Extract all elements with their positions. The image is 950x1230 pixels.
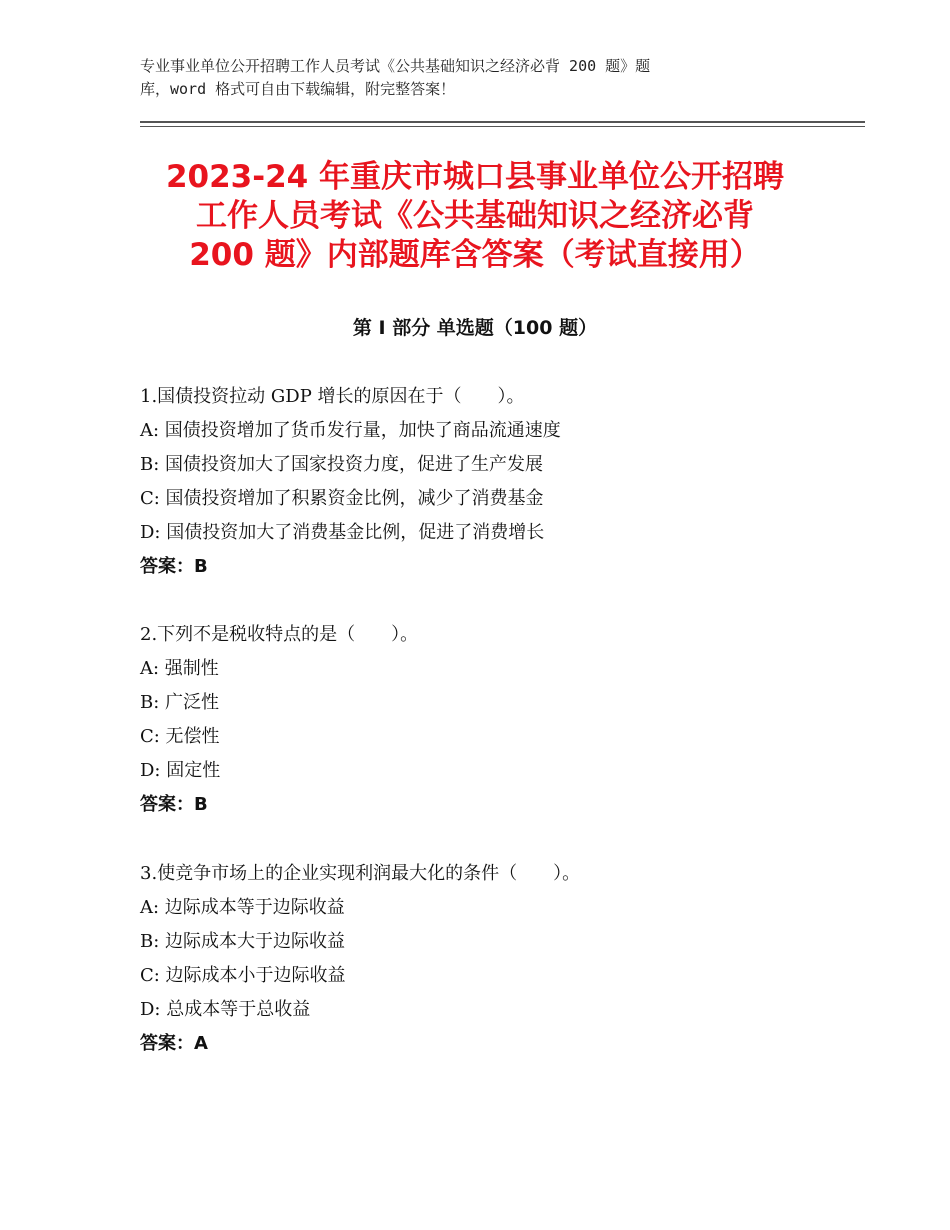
option-b: B: 国债投资加大了国家投资力度，促进了生产发展: [140, 454, 544, 475]
title-line-3: 200 题》内部题库含答案（考试直接用）: [189, 237, 761, 273]
title-line-2: 工作人员考试《公共基础知识之经济必背: [196, 198, 754, 234]
option-c: C: 边际成本小于边际收益: [140, 965, 346, 986]
question-2: [140, 618, 840, 822]
option-c: C: 无偿性: [140, 726, 220, 747]
question-stem: 3.使竞争市场上的企业实现利润最大化的条件（ ）。: [140, 863, 581, 884]
answer: 答案：A: [140, 1033, 208, 1054]
option-a: A: 国债投资增加了货币发行量，加快了商品流通速度: [140, 420, 561, 441]
question-1: [140, 380, 840, 584]
option-d: D: 总成本等于总收益: [140, 999, 311, 1020]
option-a: A: 边际成本等于边际收益: [140, 897, 345, 918]
option-b: B: 广泛性: [140, 692, 220, 713]
header-line-2: 库，word 格式可自由下载编辑，附完整答案！: [140, 80, 456, 98]
answer: 答案：B: [140, 794, 208, 815]
option-d: D: 固定性: [140, 760, 221, 781]
page-header: [140, 55, 780, 101]
question-3: [140, 857, 840, 1061]
option-a: A: 强制性: [140, 658, 219, 679]
header-divider-thin: [140, 126, 865, 127]
document-title: [120, 158, 830, 275]
option-c: C: 国债投资增加了积累资金比例，减少了消费基金: [140, 488, 544, 509]
header-divider-thick: [140, 121, 865, 123]
section-heading: 第 I 部分 单选题（100 题）: [352, 317, 598, 339]
option-d: D: 国债投资加大了消费基金比例，促进了消费增长: [140, 522, 545, 543]
header-line-1: 专业事业单位公开招聘工作人员考试《公共基础知识之经济必背 200 题》题: [140, 57, 651, 75]
question-stem: 2.下列不是税收特点的是（ ）。: [140, 624, 419, 645]
title-line-1: 2023-24 年重庆市城口县事业单位公开招聘: [165, 159, 785, 195]
question-stem: 1.国债投资拉动 GDP 增长的原因在于（ ）。: [140, 386, 525, 407]
answer: 答案：B: [140, 556, 208, 577]
option-b: B: 边际成本大于边际收益: [140, 931, 346, 952]
